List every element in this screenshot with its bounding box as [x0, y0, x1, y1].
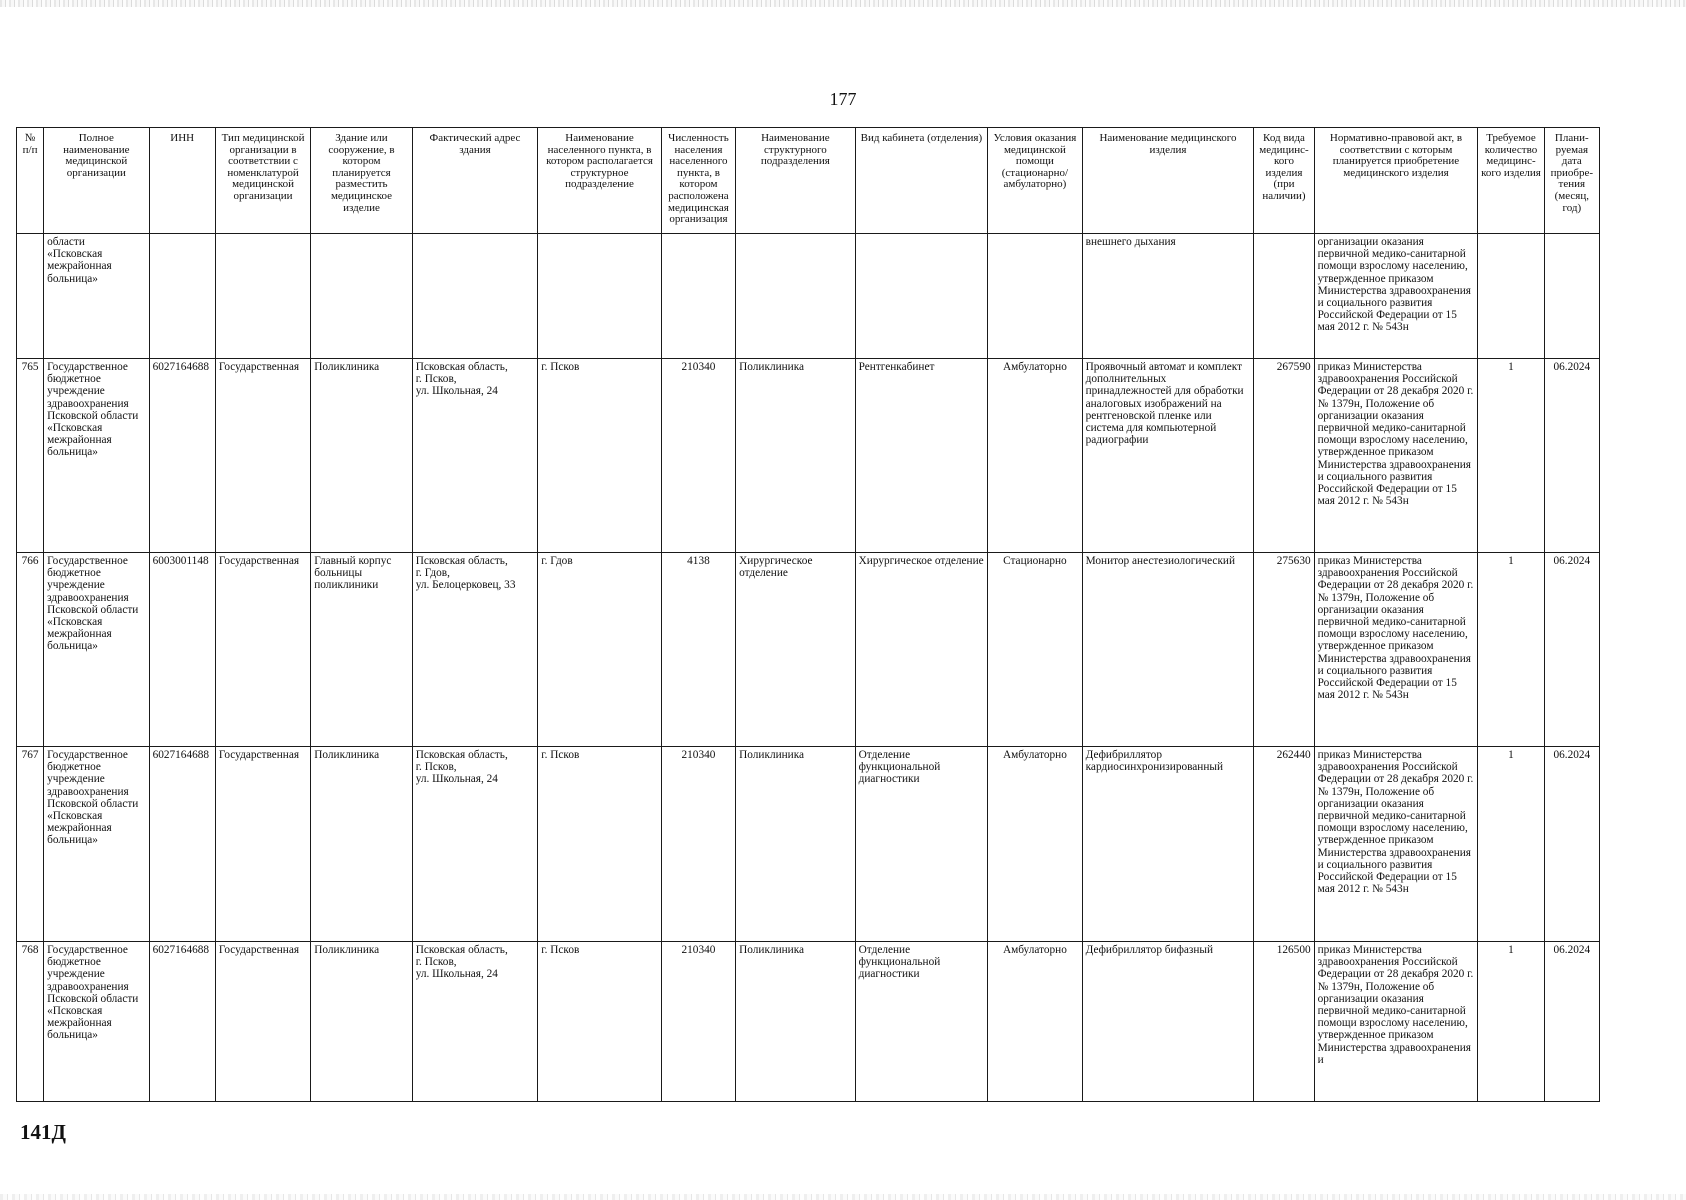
cell-org-type: Государственная	[215, 553, 310, 747]
cell-org-type	[215, 234, 310, 359]
cell-act: приказ Министерства здравоохранения Российской Федерации от 28 декабря 2020 г. № 1379н, Положение об организации оказания первичной медико-санитарной помощи взрослому населению, утвержденное приказом Министерства здравоохранения и социального развития Российской Федерации от 15 мая 2012 г. № 543н	[1314, 359, 1478, 553]
cell-device: Проявочный автомат и комплект дополнительных принадлежностей для обработки аналоговых изображений на рентгеновской пленке или система для компьютерной радиографии	[1082, 359, 1254, 553]
cell-population: 4138	[661, 553, 735, 747]
cell-division: Поликлиника	[736, 359, 856, 553]
header-cell: ИНН	[149, 128, 215, 234]
cell-qty: 1	[1478, 359, 1544, 553]
cell-settlement: г. Гдов	[538, 553, 662, 747]
cell-cabinet	[855, 234, 988, 359]
cell-address	[412, 234, 538, 359]
cell-organization: Государственное бюджетное учреждение здравоохранения Псковской области «Псковская межрайонная больница»	[44, 553, 149, 747]
header-cell: Полное наименование медицинской организации	[44, 128, 149, 234]
cell-device: Дефибриллятор бифазный	[1082, 942, 1254, 1102]
cell-num: 767	[17, 747, 44, 942]
table-row	[17, 553, 1600, 747]
cell-code: 267590	[1254, 359, 1314, 553]
cell-qty: 1	[1478, 942, 1544, 1102]
page-number: 177	[829, 89, 857, 109]
header-cell: Плани-руемая дата приобре-тения (месяц, год)	[1544, 128, 1599, 234]
cell-population: 210340	[661, 747, 735, 942]
cell-address: Псковская область, г. Гдов, ул. Белоцерковец, 33	[412, 553, 538, 747]
cell-org-type: Государственная	[215, 747, 310, 942]
cell-inn: 6003001148	[149, 553, 215, 747]
header-cell: Наименование медицинского изделия	[1082, 128, 1254, 234]
cell-code: 275630	[1254, 553, 1314, 747]
cell-date: 06.2024	[1544, 553, 1599, 747]
cell-conditions: Амбулаторно	[988, 942, 1082, 1102]
cell-date: 06.2024	[1544, 359, 1599, 553]
header-cell: Нормативно-правовой акт, в соответствии с которым планируется приобретение медицинского изделия	[1314, 128, 1478, 234]
cell-building	[311, 234, 412, 359]
cell-address: Псковская область, г. Псков, ул. Школьная, 24	[412, 359, 538, 553]
cell-code	[1254, 234, 1314, 359]
cell-division: Поликлиника	[736, 747, 856, 942]
cell-address: Псковская область, г. Псков, ул. Школьная, 24	[412, 942, 538, 1102]
cell-act: приказ Министерства здравоохранения Российской Федерации от 28 декабря 2020 г. № 1379н, Положение об организации оказания первичной медико-санитарной помощи взрослому населению, утвержденное приказом Министерства здравоохранения и социального развития Российской Федерации от 15 мая 2012 г. № 543н	[1314, 553, 1478, 747]
table-row	[17, 359, 1600, 553]
cell-qty: 1	[1478, 553, 1544, 747]
cell-num: 766	[17, 553, 44, 747]
cell-building: Главный корпус больницы поликлиники	[311, 553, 412, 747]
scan-edge-bottom	[0, 1194, 1686, 1200]
cell-population: 210340	[661, 942, 735, 1102]
cell-organization: Государственное бюджетное учреждение здравоохранения Псковской области «Псковская межрайонная больница»	[44, 359, 149, 553]
cell-code: 126500	[1254, 942, 1314, 1102]
cell-division: Хирургическое отделение	[736, 553, 856, 747]
cell-settlement: г. Псков	[538, 942, 662, 1102]
cell-organization: Государственное бюджетное учреждение здравоохранения Псковской области «Псковская межрайонная больница»	[44, 747, 149, 942]
cell-cabinet: Рентгенкабинет	[855, 359, 988, 553]
cell-division: Поликлиника	[736, 942, 856, 1102]
cell-building: Поликлиника	[311, 359, 412, 553]
cell-device: Дефибриллятор кардиосинхронизированный	[1082, 747, 1254, 942]
cell-device: внешнего дыхания	[1082, 234, 1254, 359]
medical-equipment-table	[16, 127, 1600, 1102]
continuation-row	[17, 234, 1600, 359]
cell-building: Поликлиника	[311, 942, 412, 1102]
cell-inn: 6027164688	[149, 942, 215, 1102]
cell-date: 06.2024	[1544, 942, 1599, 1102]
cell-inn: 6027164688	[149, 359, 215, 553]
cell-cabinet: Отделение функциональной диагностики	[855, 747, 988, 942]
table-row	[17, 747, 1600, 942]
cell-inn: 6027164688	[149, 747, 215, 942]
cell-settlement: г. Псков	[538, 747, 662, 942]
header-row	[17, 128, 1600, 234]
table-row	[17, 942, 1600, 1102]
cell-act: организации оказания первичной медико-санитарной помощи взрослому населению, утвержденное приказом Министерства здравоохранения и социального развития Российской Федерации от 15 мая 2012 г. № 543н	[1314, 234, 1478, 359]
cell-org-type: Государственная	[215, 942, 310, 1102]
cell-conditions: Амбулаторно	[988, 747, 1082, 942]
cell-settlement	[538, 234, 662, 359]
cell-num	[17, 234, 44, 359]
cell-building: Поликлиника	[311, 747, 412, 942]
cell-settlement: г. Псков	[538, 359, 662, 553]
header-cell: Наименование структурного подразделения	[736, 128, 856, 234]
cell-act: приказ Министерства здравоохранения Российской Федерации от 28 декабря 2020 г. № 1379н, Положение об организации оказания первичной медико-санитарной помощи взрослому населению, утвержденное приказом Министерства здравоохранения и	[1314, 942, 1478, 1102]
cell-act: приказ Министерства здравоохранения Российской Федерации от 28 декабря 2020 г. № 1379н, Положение об организации оказания первичной медико-санитарной помощи взрослому населению, утвержденное приказом Министерства здравоохранения и социального развития Российской Федерации от 15 мая 2012 г. № 543н	[1314, 747, 1478, 942]
header-cell: Здание или сооружение, в котором планируется разместить медицинское изделие	[311, 128, 412, 234]
cell-qty	[1478, 234, 1544, 359]
header-cell: Код вида медицинс-кого изделия (при наличии)	[1254, 128, 1314, 234]
header-cell: Тип медицинской организации в соответствии с номенклатурой медицинской организации	[215, 128, 310, 234]
cell-organization: области «Псковская межрайонная больница»	[44, 234, 149, 359]
header-cell: Вид кабинета (отделения)	[855, 128, 988, 234]
header-cell: Условия оказания медицинской помощи (стационарно/ амбулаторно)	[988, 128, 1082, 234]
document-code: 141Д	[20, 1120, 66, 1144]
cell-organization: Государственное бюджетное учреждение здравоохранения Псковской области «Псковская межрайонная больница»	[44, 942, 149, 1102]
cell-date: 06.2024	[1544, 747, 1599, 942]
cell-cabinet: Хирургическое отделение	[855, 553, 988, 747]
cell-conditions: Амбулаторно	[988, 359, 1082, 553]
cell-inn	[149, 234, 215, 359]
cell-address: Псковская область, г. Псков, ул. Школьная, 24	[412, 747, 538, 942]
cell-conditions	[988, 234, 1082, 359]
header-cell: № п/п	[17, 128, 44, 234]
cell-num: 768	[17, 942, 44, 1102]
cell-conditions: Стационарно	[988, 553, 1082, 747]
header-cell: Численность населения населенного пункта, в котором расположена медицинская организация	[661, 128, 735, 234]
header-cell: Фактический адрес здания	[412, 128, 538, 234]
cell-org-type: Государственная	[215, 359, 310, 553]
cell-date	[1544, 234, 1599, 359]
cell-population: 210340	[661, 359, 735, 553]
cell-qty: 1	[1478, 747, 1544, 942]
cell-code: 262440	[1254, 747, 1314, 942]
cell-num: 765	[17, 359, 44, 553]
cell-division	[736, 234, 856, 359]
scan-edge-top	[0, 0, 1686, 7]
cell-population	[661, 234, 735, 359]
cell-cabinet: Отделение функциональной диагностики	[855, 942, 988, 1102]
header-cell: Требуемое количество медицинс-кого изделия	[1478, 128, 1544, 234]
header-cell: Наименование населенного пункта, в котором располагается структурное подразделение	[538, 128, 662, 234]
cell-device: Монитор анестезиологический	[1082, 553, 1254, 747]
